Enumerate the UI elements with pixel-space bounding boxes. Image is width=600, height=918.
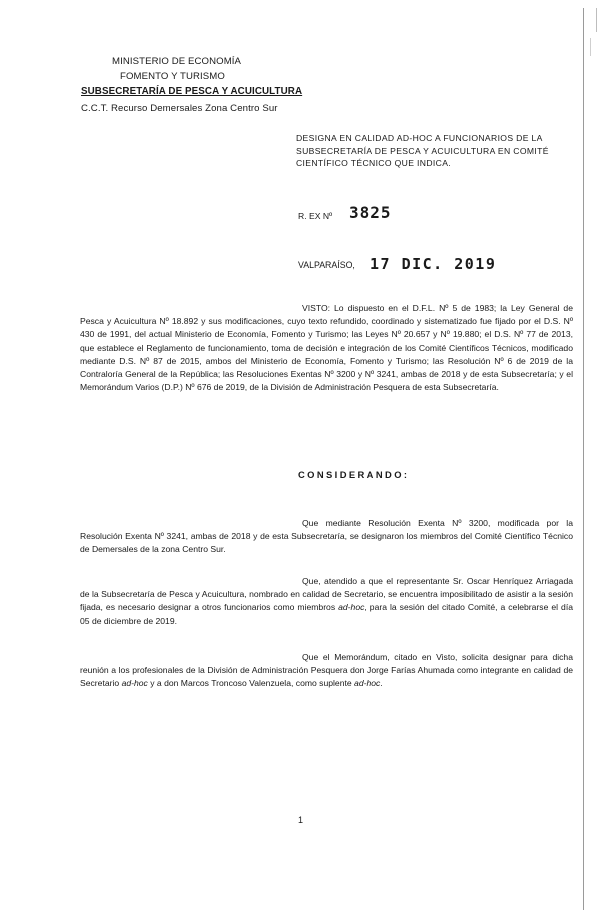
- unit-line: C.C.T. Recurso Demersales Zona Centro Sur: [81, 103, 278, 114]
- paragraph-text: [80, 651, 573, 691]
- scan-edge-line: [583, 8, 584, 910]
- considerando-paragraph-1: [80, 517, 573, 557]
- paragraph-text: Que mediante Resolución Exenta Nº 3200, modificada por la Resolución Exenta Nº 3241, ambas de 2018 y de esta Subsecretaría, se designaron los miembros del Comité Científico Técnico de Demersales de la zona Centro Sur.: [80, 518, 573, 555]
- visto-paragraph: VISTO: Lo dispuesto en el D.F.L. Nº 5 de 1983; la Ley General de Pesca y Acuicultura Nº 18.892 y sus modificaciones, cuyo texto refundido, coordinado y sistematizado fue fijado por el D.S. Nº 430 de 1991, del actual Ministerio de Economía, Fomento y Turismo; las Leyes Nº 20.657 y Nº 19.880; el D.S. Nº 77 de 2013, que establece el Reglamento de funcionamiento, toma de decisión e integración de los Comité Científicos Técnicos, modificado mediante D.S. Nº 87 de 2015, ambos del Ministerio de Economía, Fomento y Turismo; las Resolución Nº 6 de 2019 de la Contraloría General de la República; las Resoluciones Exentas Nº 3200 y Nº 3241, ambas de 2018 y de esta Subsecretaría; y el Memorándum Varios (D.P.) Nº 676 de 2019, de la División de Administración Pesquera de esta Subsecretaría.: [80, 303, 573, 393]
- subsecretaria-title: SUBSECRETARÍA DE PESCA Y ACUICULTURA: [81, 86, 303, 97]
- italic-term: ad-hoc: [121, 678, 148, 689]
- paragraph-text: [80, 575, 573, 628]
- considerando-paragraph-3: [80, 651, 573, 691]
- italic-term: ad-hoc: [338, 602, 365, 613]
- date-stamp: 17 DIC. 2019: [370, 255, 497, 273]
- scan-edge-mark: [590, 38, 591, 56]
- considerando-heading: CONSIDERANDO:: [298, 469, 410, 480]
- ministry-line-1: MINISTERIO DE ECONOMÍA: [112, 56, 242, 67]
- scan-edge-mark: [596, 8, 597, 32]
- subject-line: DESIGNA EN CALIDAD AD-HOC A FUNCIONARIOS DE LA: [296, 133, 543, 143]
- text-run: y a don Marcos Troncoso Valenzuela, como suplente: [147, 678, 355, 689]
- resolution-number-label: R. EX Nº: [298, 211, 333, 221]
- text-run: Que, atendido a que el representante Sr. Oscar Henríquez Arriagada de la Subsecretaría de Pesca y Acuicultura, nombrado en calidad de Secretario, se encuentra imposibilitado de asistir a la sesión fijada, es necesario designar a otros funcionarios como miembros: [80, 576, 573, 613]
- page-number: 1: [298, 815, 304, 825]
- italic-term: ad-hoc: [354, 678, 381, 689]
- ministry-line-2: FOMENTO Y TURISMO: [120, 71, 225, 82]
- resolution-subject: [296, 132, 571, 170]
- subject-line: CIENTÍFICO TÉCNICO QUE INDICA.: [296, 158, 452, 168]
- visto-section: [80, 302, 573, 394]
- resolution-number: 3825: [349, 203, 392, 222]
- subject-line: SUBSECRETARÍA DE PESCA Y ACUICULTURA EN COMITÉ: [296, 145, 549, 156]
- date-place: VALPARAÍSO,: [298, 260, 355, 270]
- text-run: .: [380, 678, 383, 689]
- text-run: Que el Memorándum, citado en Visto, solicita designar para dicha reunión a los profesionales de la División de Administración Pesquera don Jorge Farías Ahumada como integrante en calidad de Secretario: [80, 652, 573, 689]
- text-run: , para la sesión del citado Comité, a celebrarse el día 05 de diciembre de 2019.: [80, 602, 573, 626]
- considerando-paragraph-2: [80, 575, 573, 628]
